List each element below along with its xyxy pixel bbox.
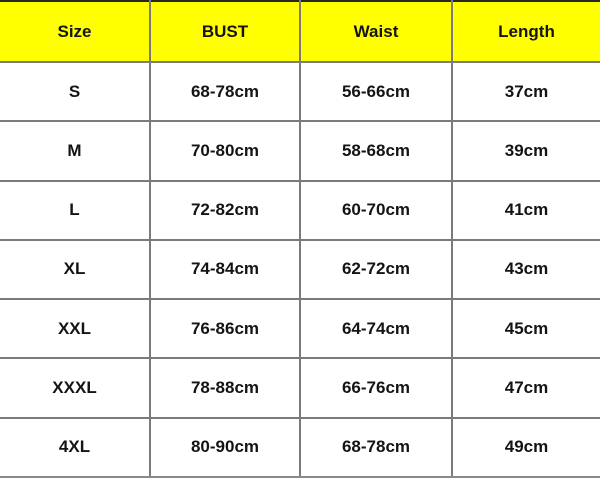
size-cell: XL	[0, 240, 150, 299]
table-row-l	[0, 181, 600, 240]
size-cell: L	[0, 181, 150, 240]
table-row-xl	[0, 240, 600, 299]
waist-cell: 68-78cm	[300, 418, 452, 477]
length-cell: 43cm	[452, 240, 600, 299]
bust-cell: 74-84cm	[150, 240, 300, 299]
waist-cell: 60-70cm	[300, 181, 452, 240]
bust-cell: 68-78cm	[150, 62, 300, 121]
size-cell: S	[0, 62, 150, 121]
waist-cell: 64-74cm	[300, 299, 452, 358]
header-cell-waist: Waist	[300, 1, 452, 62]
bust-cell: 70-80cm	[150, 121, 300, 180]
table-row-s	[0, 62, 600, 121]
table-row-4xl	[0, 418, 600, 477]
header-cell-size: Size	[0, 1, 150, 62]
header-cell-length: Length	[452, 1, 600, 62]
length-cell: 37cm	[452, 62, 600, 121]
bust-cell: 80-90cm	[150, 418, 300, 477]
waist-cell: 58-68cm	[300, 121, 452, 180]
header-row	[0, 1, 600, 62]
size-cell: XXXL	[0, 358, 150, 417]
waist-cell: 62-72cm	[300, 240, 452, 299]
size-cell: M	[0, 121, 150, 180]
bust-cell: 76-86cm	[150, 299, 300, 358]
size-cell: 4XL	[0, 418, 150, 477]
table-row-m	[0, 121, 600, 180]
size-cell: XXL	[0, 299, 150, 358]
waist-cell: 56-66cm	[300, 62, 452, 121]
length-cell: 41cm	[452, 181, 600, 240]
header-cell-bust: BUST	[150, 1, 300, 62]
table-row-xxxl	[0, 358, 600, 417]
waist-cell: 66-76cm	[300, 358, 452, 417]
bust-cell: 72-82cm	[150, 181, 300, 240]
length-cell: 45cm	[452, 299, 600, 358]
length-cell: 39cm	[452, 121, 600, 180]
length-cell: 49cm	[452, 418, 600, 477]
length-cell: 47cm	[452, 358, 600, 417]
bust-cell: 78-88cm	[150, 358, 300, 417]
table-row-xxl	[0, 299, 600, 358]
